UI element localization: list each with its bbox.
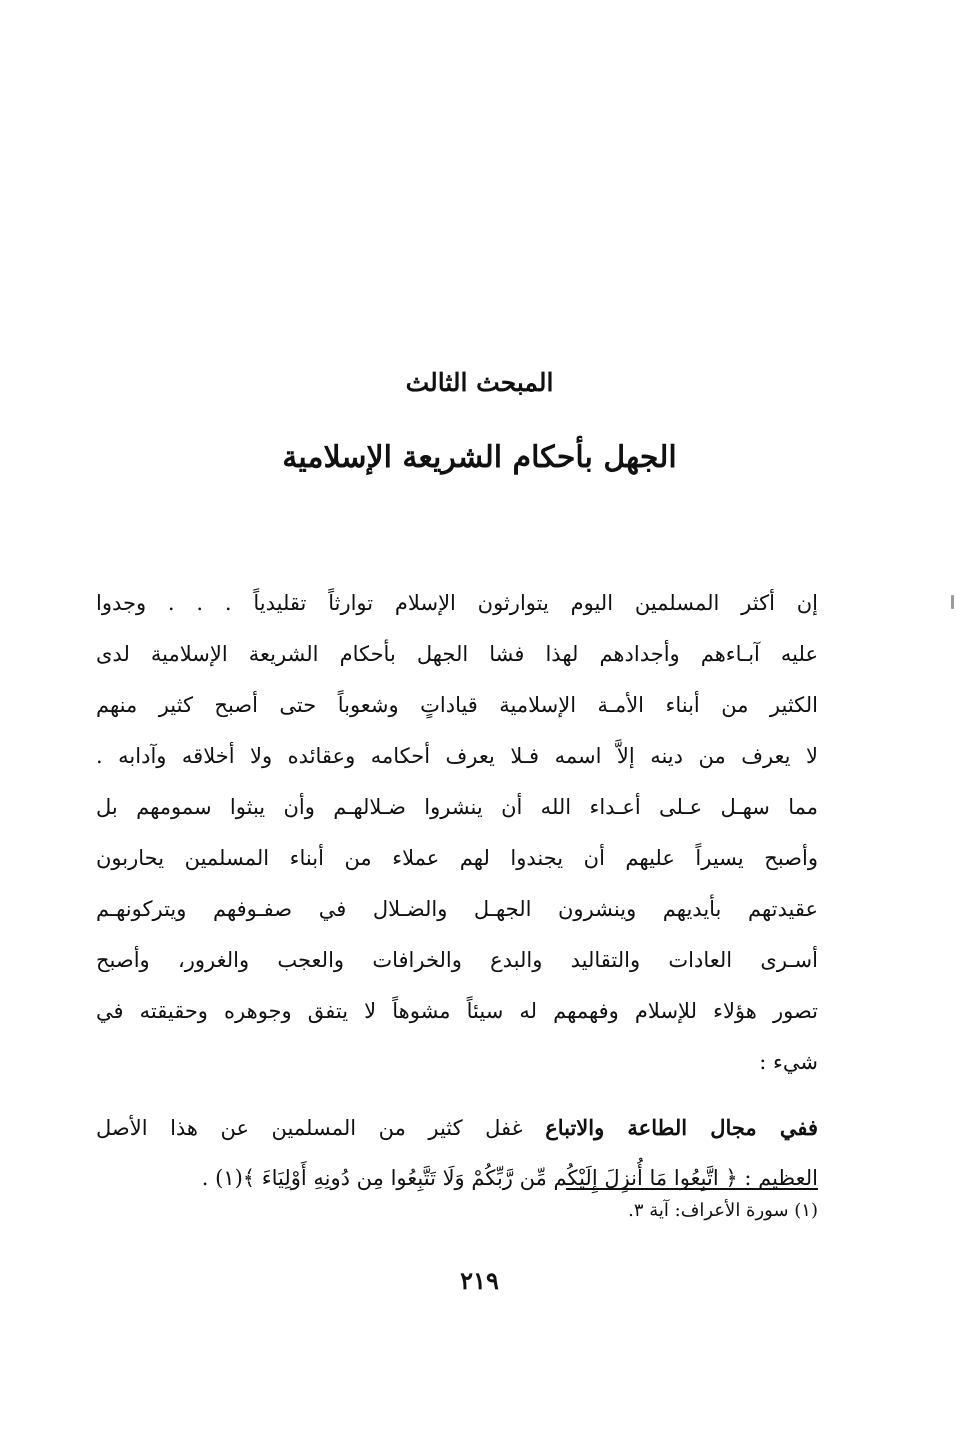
paragraph-gap — [96, 1088, 818, 1102]
text-line: عقيدتهم بأيديهم وينشرون الجهـل والضـلال في صفـوفهم ويتركونهـم — [96, 897, 818, 921]
text-line: تصور هؤلاء للإسلام وفهمهم له سيئاً مشوهاً لا يتفق وجوهره وحقيقته في — [96, 999, 818, 1023]
scan-mark — [951, 595, 954, 609]
footnote: (١) سورة الأعراف: آية ٣. — [628, 1200, 818, 1221]
section-label: المبحث الثالث — [405, 368, 554, 397]
text-line: وأصبح يسيراً عليهم أن يجندوا لهم عملاء من أبناء المسلمين يحاربون — [96, 846, 818, 870]
text-line: الكثير من أبناء الأمـة الإسلامية قياداتٍ وشعوباً حتى أصبح كثير منهم — [96, 693, 818, 717]
text-span: غفل كثير من المسلمين عن هذا الأصل — [96, 1116, 523, 1140]
text-line: إن أكثر المسلمين اليوم يتوارثون الإسلام توارثاً تقليدياً . . . وجدوا — [96, 591, 818, 615]
footnote-divider — [566, 1188, 818, 1190]
text-line: مما سهـل عـلى أعـداء الله أن ينشروا ضـلالهـم وأن يبثوا سمومهم بل — [96, 795, 818, 819]
page-number: ٢١٩ — [460, 1266, 499, 1295]
chapter-title: الجهل بأحكام الشريعة الإسلامية — [282, 440, 677, 475]
text-line: لا يعرف من دينه إلاَّ اسمه فـلا يعرف أحكامه وعقائده ولا أخلاقه وآدابه . — [96, 744, 818, 768]
emphasized-phrase: ففي مجال الطاعة والاتباع — [545, 1115, 818, 1140]
text-line: أسـرى العادات والتقاليد والبدع والخرافات والعجب والغرور، وأصبح — [96, 948, 818, 972]
text-line: عليه آبـاءهم وأجدادهم لهذا فشا الجهل بأحكام الشريعة الإسلامية لدى — [96, 642, 818, 666]
body-text — [96, 578, 818, 1204]
text-line: شيء : — [759, 1050, 818, 1074]
quran-verse-line: العظيم : ﴿ اتَّبِعُوا مَا أُنزِلَ إِلَيْكُم مِّن رَّبِّكُمْ وَلَا تَتَّبِعُوا مِن دُونِهِ أَوْلِيَاءَ ﴾(١) . — [201, 1166, 818, 1190]
text-line — [96, 1102, 818, 1153]
